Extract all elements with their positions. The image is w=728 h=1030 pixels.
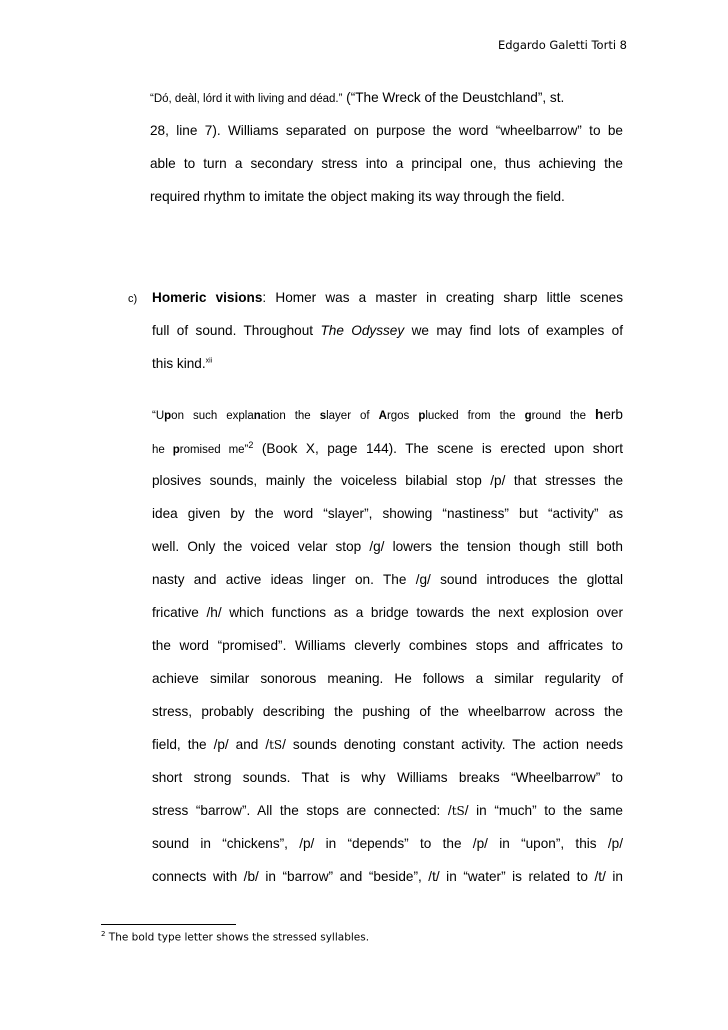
citation: (“The Wreck of the Deustchland”, st. xyxy=(342,90,565,105)
body-line15: connects with /b/ in “barrow” and “beside”, /t/ in “water” is related to /t/ in xyxy=(152,869,623,884)
para1-line2: 28, line 7). Williams separated on purpose the word “wheelbarrow” to be xyxy=(150,123,623,138)
body-line8: the word “promised”. Williams cleverly combines stops and affricates to xyxy=(152,638,623,653)
body-line6: nasty and active ideas linger on. The /g/ sound introduces the glottal xyxy=(152,572,623,587)
body-line4: idea given by the word “slayer”, showing “nastiness” but “activity” as xyxy=(152,506,623,521)
footnote-separator xyxy=(101,924,236,925)
para1-line4: required rhythm to imitate the object making its way through the field. xyxy=(150,189,565,204)
ipa-symbol: tS xyxy=(269,738,283,752)
body-line11: field, the /p/ and /tS/ sounds denoting constant activity. The action needs xyxy=(152,737,623,752)
section-c-line3: this kind.$^{xii}$ xyxy=(152,356,213,371)
hopkins-quote: “Dó, deàl, lórd it with living and déad.” xyxy=(150,93,343,105)
endnote-marker: xii xyxy=(205,357,213,365)
odyssey-quote-line1: “Upon such explanation the slayer of Argos plucked from the ground the herb xyxy=(152,407,623,422)
body-line9: achieve similar sonorous meaning. He follows a similar regularity of xyxy=(152,671,623,686)
section-heading: Homeric visions xyxy=(152,290,263,305)
para1-line1 xyxy=(150,90,564,105)
body-line14: sound in “chickens”, /p/ in “depends” to the /p/ in “upon”, this /p/ xyxy=(152,836,623,851)
ipa-symbol: tS xyxy=(451,804,465,818)
section-c-line1: Homeric visions: Homer was a master in creating sharp little scenes xyxy=(152,290,624,305)
odyssey-quote-line2: he promised me”$^2$ (Book X, page 144). The scene is erected upon short xyxy=(152,440,623,456)
body-line10: stress, probably describing the pushing of the wheelbarrow across the xyxy=(152,704,623,719)
section-c-line2: full of sound. Throughout The Odyssey we may find lots of examples of xyxy=(152,323,624,338)
body-line7: fricative /h/ which functions as a bridge towards the next explosion over xyxy=(152,605,623,620)
body-line3: plosives sounds, mainly the voiceless bilabial stop /p/ that stresses the xyxy=(152,473,623,488)
body-line5: well. Only the voiced velar stop /g/ lowers the tension though still both xyxy=(152,539,623,554)
running-header: Edgardo Galetti Torti 8 xyxy=(497,38,627,52)
para1-line3: able to turn a secondary stress into a principal one, thus achieving the xyxy=(150,156,623,171)
footnote-ref: 2 xyxy=(248,440,254,450)
footnote: $^2$ The bold type letter shows the stressed syllables. xyxy=(101,930,370,944)
book-title: The Odyssey xyxy=(320,323,405,338)
body-line12: short strong sounds. That is why Williams breaks “Wheelbarrow” to xyxy=(152,770,623,785)
list-marker-c: c) xyxy=(128,293,138,305)
body-line13: stress “barrow”. All the stops are connected: /tS/ in “much” to the same xyxy=(152,803,623,818)
